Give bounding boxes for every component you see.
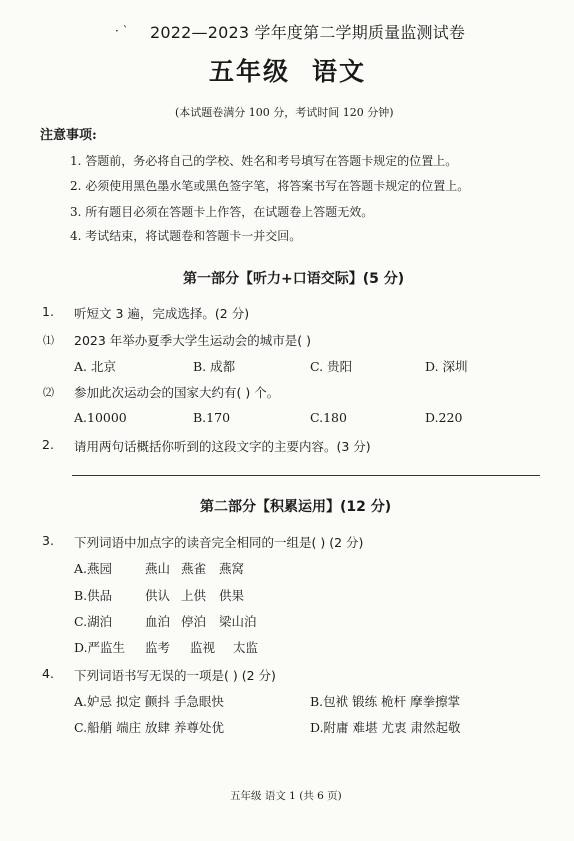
word-option: 梁山泊 [219,614,257,629]
option: C.船艄 端庄 放肆 养尊处优 [74,720,225,735]
grade-word: 五年级 [209,57,291,86]
word-option: A.燕园 [74,561,113,576]
note-item: 4. 考试结束，将试题卷和答题卡一并交回。 [70,229,302,243]
word-option: 供果 [219,588,245,603]
subject-word: 语文 [312,57,367,86]
part1-heading: 第一部分【听力+口语交际】(5 分) [183,271,405,287]
word-option: 燕雀 [181,561,207,576]
question-number: 2. [42,437,54,452]
word-option: 燕窝 [219,561,245,576]
option: B. 成都 [193,359,236,374]
subquestion-text: 参加此次运动会的国家大约有( ) 个。 [74,385,280,400]
word-option: C.湖泊 [74,614,113,629]
subquestion-number: ⑵ [43,386,54,399]
option: C.180 [310,410,347,425]
subquestion-text: 2023 年举办夏季大学生运动会的城市是( ) [74,333,312,348]
page-footer: 五年级 语文 1 (共 6 页) [230,790,342,802]
option: D.220 [425,410,463,425]
question-text: 听短文 3 遍，完成选择。(2 分) [74,306,250,321]
option: B.170 [193,410,231,425]
note-item: 2. 必须使用黑色墨水笔或黑色签字笔，将答案书写在答题卡规定的位置上。 [70,179,470,193]
note-item: 1. 答题前，务必将自己的学校、姓名和考号填写在答题卡规定的位置上。 [70,154,458,168]
option: A. 北京 [74,359,116,374]
word-option: 停泊 [181,614,207,629]
word-option: 燕山 [145,561,171,576]
option: D.附庸 难堪 尤衷 肃然起敬 [310,720,461,735]
word-option: 供认 [145,588,171,603]
answer-line [72,475,540,476]
notes-heading: 注意事项: [40,128,97,143]
word-option: B.供品 [74,588,113,603]
option: D. 深圳 [425,359,468,374]
word-option: 监考 [145,640,171,655]
word-option: 上供 [181,588,207,603]
option: A.妒忌 拟定 颤抖 手急眼快 [74,694,224,709]
word-option: 监视 [190,640,216,655]
subquestion-number: ⑴ [43,334,54,347]
question-text: 下列词语书写无误的一项是( ) (2 分) [74,668,276,683]
note-item: 3. 所有题目必须在答题卡上作答，在试题卷上答题无效。 [70,205,374,219]
question-number: 1. [42,304,54,319]
option: B.包袱 锻练 桅杆 摩拳擦掌 [310,694,461,709]
scan-mark: · ˋ [115,24,129,38]
question-text: 下列词语中加点字的读音完全相同的一组是( ) (2 分) [74,535,364,550]
exam-title: 2022—2023 学年度第二学期质量监测试卷 [150,23,466,42]
option: C. 贵阳 [310,359,353,374]
part2-heading: 第二部分【积累运用】(12 分) [200,499,392,515]
option: A.10000 [74,410,127,425]
question-text: 请用两句话概括你听到的这段文字的主要内容。(3 分) [74,439,371,454]
grade-subject-title [209,52,366,88]
question-number: 4. [42,666,54,681]
exam-meta: (本试题卷满分 100 分，考试时间 120 分钟) [175,106,394,119]
question-number: 3. [42,533,54,548]
word-option: 太监 [233,640,259,655]
word-option: D.严监生 [74,640,126,655]
word-option: 血泊 [145,614,171,629]
